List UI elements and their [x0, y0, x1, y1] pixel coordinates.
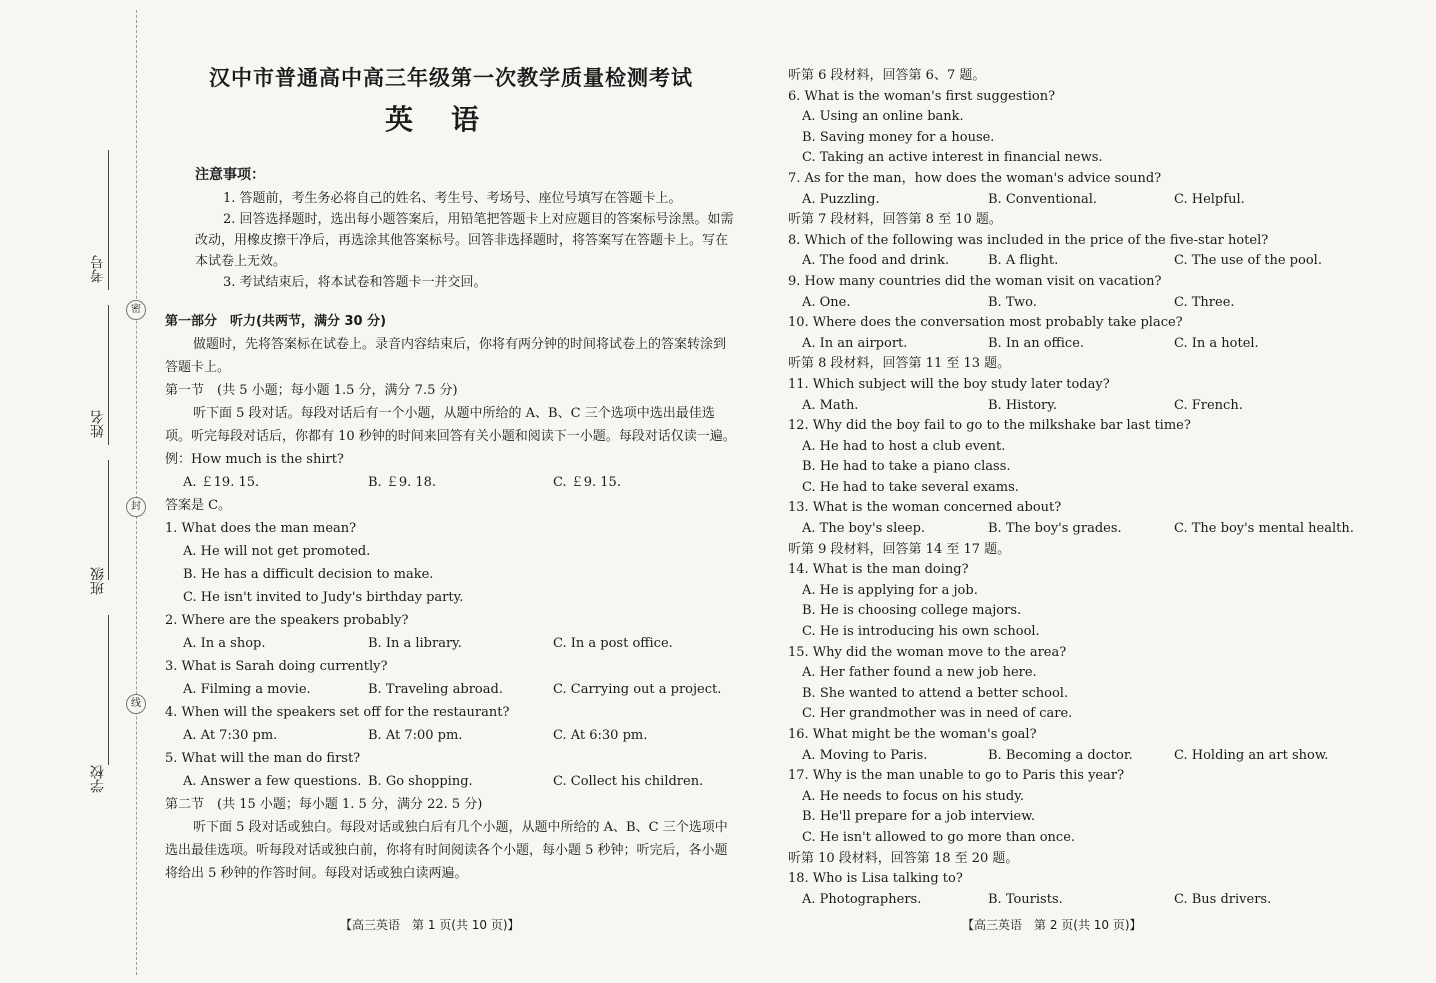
option-c: C. French.: [1174, 397, 1243, 413]
part1-intro: 做题时，先将答案标在试卷上。录音内容结束后，你将有两分钟的时间将试卷上的答案转涂到答题卡上。: [165, 337, 727, 375]
question-stem: 15. Why did the woman move to the area?: [788, 644, 1067, 660]
binding-field-exam-number: 考号: [90, 255, 106, 283]
option-a: A. Using an online bank.: [802, 109, 964, 125]
option-b: B. A flight.: [988, 253, 1059, 269]
option-c: C. Her grandmother was in need of care.: [802, 706, 1073, 722]
question-stem: 6. What is the woman's first suggestion?: [788, 88, 1056, 104]
binding-field-line: [108, 615, 109, 765]
binding-field-name: 姓名: [90, 410, 106, 438]
notice-item: 3. 考试结束后，将本试卷和答题卡一并交回。: [223, 275, 487, 290]
option-b: B. The boy's grades.: [988, 521, 1122, 537]
option-b: B. He'll prepare for a job interview.: [802, 809, 1035, 825]
example-answer: 答案是 C。: [165, 498, 232, 513]
option-a: A. Moving to Paris.: [802, 747, 928, 763]
option-c: C. Holding an art show.: [1174, 747, 1329, 763]
material-heading: 听第 8 段材料，回答第 11 至 13 题。: [788, 356, 1011, 372]
question-stem: 4. When will the speakers set off for the restaurant?: [165, 705, 510, 720]
option-b: B. In a library.: [368, 636, 462, 651]
option-c: C. Carrying out a project.: [553, 682, 722, 697]
material-heading: 听第 10 段材料，回答第 18 至 20 题。: [788, 850, 1019, 866]
option-a: A. Answer a few questions.: [183, 774, 362, 789]
notice-item: 2. 回答选择题时，选出每小题答案后，用铅笔把答题卡上对应题目的答案标号涂黑。如需改动，用橡皮擦干净后，再选涂其他答案标号。回答非选择题时，将答案写在答题卡上。写在本试卷上无效。: [195, 212, 734, 269]
option-c: C. At 6:30 pm.: [553, 728, 648, 743]
question-stem: 7. As for the man，how does the woman's advice sound?: [788, 170, 1162, 186]
question-options: [788, 293, 1388, 314]
question-stem: 1. What does the man mean?: [165, 521, 357, 536]
page-1-footer: 【高三英语 第 1 页(共 10 页)】: [340, 918, 520, 932]
option-b: B. She wanted to attend a better school.: [802, 685, 1069, 701]
option-a: A. Filming a movie.: [183, 682, 311, 697]
question-options: [788, 396, 1388, 417]
subject-title: 英语: [384, 103, 517, 136]
material-heading: 听第 7 段材料，回答第 8 至 10 题。: [788, 212, 1002, 228]
question-options: [788, 746, 1388, 767]
option-b: B. Conventional.: [988, 191, 1097, 207]
exam-page-1: [165, 62, 737, 885]
option-b: B. He has a difficult decision to make.: [183, 567, 434, 582]
question-stem: 18. Who is Lisa talking to?: [788, 871, 963, 887]
question-options: [788, 334, 1388, 355]
question-stem: 5. What will the man do first?: [165, 751, 361, 766]
option-c: C. In a post office.: [553, 636, 673, 651]
option-c: C. Taking an active interest in financial news.: [802, 150, 1103, 166]
option-a: A. At 7:30 pm.: [183, 728, 278, 743]
question-stem: 2. Where are the speakers probably?: [165, 613, 409, 628]
section1-intro: 听下面 5 段对话。每段对话后有一个小题，从题中所给的 A、B、C 三个选项中选出最佳选项。听完每段对话后，你都有 10 秒钟的时间来回答有关小题和阅读下一小题。每段对话仅读一遍。: [165, 406, 736, 444]
question-stem: 16. What might be the woman's goal?: [788, 727, 1037, 742]
question-stem: 17. Why is the man unable to go to Paris this year?: [788, 768, 1125, 784]
option-b: B. Tourists.: [988, 891, 1063, 907]
option-a: A. Math.: [802, 397, 859, 413]
option-a: A. Puzzling.: [802, 191, 880, 207]
material-heading: 听第 9 段材料，回答第 14 至 17 题。: [788, 541, 1011, 557]
option-b: B. ￡9. 18.: [368, 475, 437, 490]
option-a: A. He will not get promoted.: [183, 544, 371, 559]
option-c: C. Helpful.: [1174, 191, 1245, 207]
question-options: [165, 678, 737, 701]
question-stem: 11. Which subject will the boy study later today?: [788, 376, 1110, 392]
option-c: C. He isn't allowed to go more than once.: [802, 829, 1076, 845]
option-a: A. Her father found a new job here.: [802, 665, 1037, 681]
option-a: A. Photographers.: [802, 891, 922, 907]
option-b: B. Becoming a doctor.: [988, 747, 1133, 763]
option-a: A. He needs to focus on his study.: [802, 788, 1024, 804]
binding-dashed-line: [136, 10, 137, 975]
question-options: [788, 251, 1388, 272]
question-options: [788, 519, 1388, 540]
option-a: A. In an airport.: [802, 335, 908, 351]
question-stem: 9. How many countries did the woman visit on vacation?: [788, 273, 1162, 289]
option-c: C. He had to take several exams.: [802, 479, 1019, 495]
option-b: B. Traveling abroad.: [368, 682, 503, 697]
option-c: C. The boy's mental health.: [1174, 521, 1354, 537]
option-c: C. He isn't invited to Judy's birthday party.: [183, 590, 464, 605]
option-b: B. Saving money for a house.: [802, 129, 995, 145]
option-b: B. At 7:00 pm.: [368, 728, 463, 743]
example-question: 例：How much is the shirt?: [165, 452, 344, 467]
seal-char-xian: 线: [126, 694, 146, 714]
question-stem: 3. What is Sarah doing currently?: [165, 659, 388, 674]
option-a: A. The food and drink.: [802, 253, 950, 269]
question-stem: 14. What is the man doing?: [788, 562, 969, 578]
part1-heading: 第一部分 听力(共两节，满分 30 分): [165, 314, 387, 329]
option-a: A. ￡19. 15.: [183, 475, 260, 490]
option-b: B. Go shopping.: [368, 774, 473, 789]
material-heading: 听第 6 段材料，回答第 6、7 题。: [788, 68, 986, 83]
section1-heading: 第一节 (共 5 小题；每小题 1.5 分，满分 7.5 分): [165, 383, 458, 398]
question-options: [165, 770, 737, 793]
option-b: B. In an office.: [988, 335, 1085, 351]
question-options: [788, 190, 1388, 211]
notice-heading: 注意事项：: [195, 167, 265, 183]
section2-heading: 第二节 (共 15 小题；每小题 1. 5 分，满分 22. 5 分): [165, 797, 483, 812]
option-a: A. He is applying for a job.: [802, 582, 978, 598]
page-2-footer: 【高三英语 第 2 页(共 10 页)】: [962, 918, 1142, 932]
option-a: A. The boy's sleep.: [802, 521, 926, 537]
option-c: C. The use of the pool.: [1174, 253, 1322, 269]
option-c: C. He is introducing his own school.: [802, 624, 1040, 640]
question-options: [788, 890, 1388, 911]
question-stem: 12. Why did the boy fail to go to the milkshake bar last time?: [788, 418, 1191, 434]
option-c: C. In a hotel.: [1174, 335, 1259, 351]
question-stem: 13. What is the woman concerned about?: [788, 500, 1062, 516]
seal-char-feng: 封: [126, 497, 146, 517]
seal-char-mi: 密: [126, 300, 146, 320]
option-c: C. Three.: [1174, 294, 1235, 310]
option-b: B. Two.: [988, 294, 1037, 310]
example-options: [165, 471, 737, 494]
option-c: C. ￡9. 15.: [553, 475, 621, 490]
question-stem: 10. Where does the conversation most probably take place?: [788, 315, 1183, 331]
binding-field-class: 班级: [90, 567, 106, 595]
binding-field-school: 学校: [90, 765, 106, 793]
question-options: [165, 632, 737, 655]
option-c: C. Bus drivers.: [1174, 891, 1272, 907]
section2-intro: 听下面 5 段对话或独白。每段对话或独白后有几个小题，从题中所给的 A、B、C 三个选项中选出最佳选项。听每段对话或独白前，你将有时间阅读各个小题，每小题 5 秒钟；听完后，各小题将给出 5 秒钟的作答时间。每段对话或独白读两遍。: [165, 820, 728, 881]
question-options: [165, 724, 737, 747]
question-stem: 8. Which of the following was included in the price of the five-star hotel?: [788, 232, 1269, 248]
option-a: A. He had to host a club event.: [802, 438, 1006, 454]
option-a: A. In a shop.: [183, 636, 266, 651]
notice-item: 1. 答题前，考生务必将自己的姓名、考生号、考场号、座位号填写在答题卡上。: [223, 191, 682, 206]
option-b: B. He had to take a piano class.: [802, 459, 1011, 475]
option-c: C. Collect his children.: [553, 774, 704, 789]
binding-field-line: [108, 460, 109, 580]
option-b: B. History.: [988, 397, 1057, 413]
exam-page-2: [788, 66, 1388, 910]
option-b: B. He is choosing college majors.: [802, 603, 1022, 619]
option-a: A. One.: [802, 294, 851, 310]
exam-title: 汉中市普通高中高三年级第一次教学质量检测考试: [209, 66, 693, 90]
